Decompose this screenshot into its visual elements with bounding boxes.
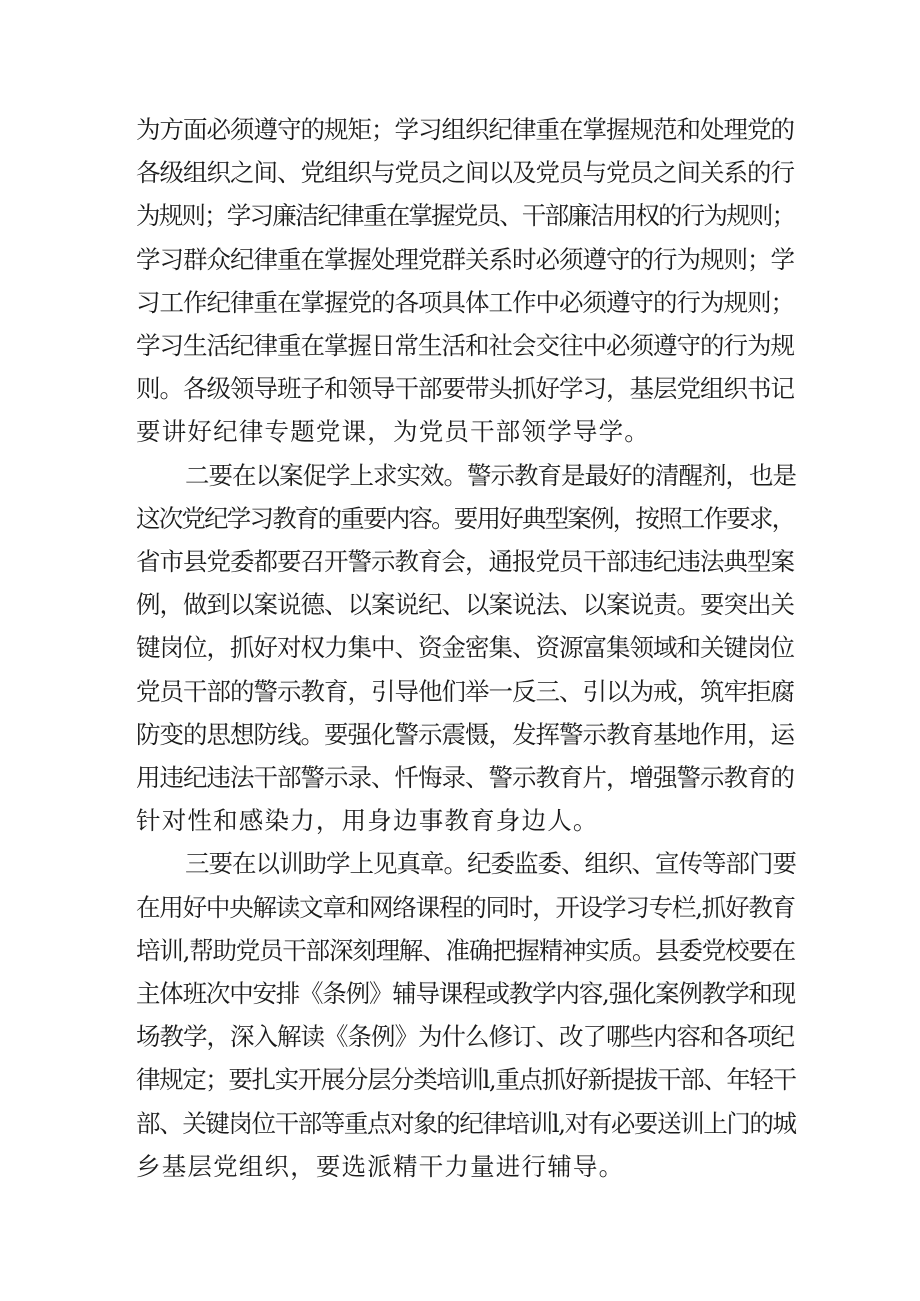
text-line: 党员干部的警示教育，引导他们举一反三、引以为戒，筑牢拒腐 [136, 676, 794, 706]
text-line: 主体班次中安排《条例》辅导课程或教学内容,强化案例教学和现 [136, 979, 795, 1009]
paragraph-3 [136, 842, 796, 1188]
text-line: 培训,帮助党员干部深刻理解、准确把握精神实质。县委党校要在 [136, 935, 795, 965]
paragraph-1 [136, 108, 796, 454]
body-text [136, 108, 796, 1188]
text-line: 三要在以训助学上见真章。纪委监委、组织、宣传等部门要 [185, 849, 796, 879]
text-line: 为方面必须遵守的规矩；学习组织纪律重在掌握规范和处理党的 [136, 115, 794, 144]
text-line: 则。各级领导班子和领导干部要带头抓好学习，基层党组织书记 [136, 374, 794, 404]
text-line: 例，做到以案说德、以案说纪、以案说法、以案说责。要突出关 [136, 590, 794, 620]
text-line: 这次党纪学习教育的重要内容。要用好典型案例，按照工作要求， [136, 503, 795, 533]
text-line: 用违纪违法干部警示录、忏悔录、警示教育片，增强警示教育的 [136, 763, 794, 793]
text-line: 防变的思想防线。要强化警示震慑，发挥警示教育基地作用，运 [136, 719, 794, 749]
text-line: 键岗位，抓好对权力集中、资金密集、资源富集领域和关键岗位 [136, 633, 794, 663]
text-line: 习工作纪律重在掌握党的各项具体工作中必须遵守的行为规则； [136, 287, 794, 317]
text-line: 省市县党委都要召开警示教育会，通报党员干部违纪违法典型案 [136, 547, 794, 577]
text-line: 要讲好纪律专题党课，为党员干部领学导学。 [136, 417, 650, 447]
text-line: 各级组织之间、党组织与党员之间以及党员与党员之间关系的行 [136, 158, 794, 188]
paragraph-2 [136, 454, 796, 843]
text-line: 在用好中央解读文章和网络课程的同时，开设学习专栏,抓好教育 [136, 892, 795, 922]
text-line: 律规定；要扎实开展分层分类培训l,重点抓好新提拔干部、年轻干 [136, 1065, 796, 1095]
text-line: 学习生活纪律重在掌握日常生活和社会交往中必须遵守的行为规 [136, 331, 794, 361]
text-line: 乡基层党组织，要选派精干力量进行辅导。 [136, 1151, 625, 1181]
text-line: 部、关键岗位干部等重点对象的纪律培训l,对有必要送训上门的城 [136, 1108, 796, 1138]
text-line: 二要在以案促学上求实效。警示教育是最好的清醒剂，也是 [185, 460, 796, 490]
text-line: 场教学，深入解读《条例》为什么修订、改了哪些内容和各项纪 [136, 1022, 794, 1052]
text-line: 学习群众纪律重在掌握处理党群关系时必须遵守的行为规则；学 [136, 244, 794, 274]
text-line: 针对性和感染力，用身边事教育身边人。 [136, 806, 599, 836]
text-line: 为规则；学习廉洁纪律重在掌握党员、干部廉洁用权的行为规则； [136, 201, 795, 231]
